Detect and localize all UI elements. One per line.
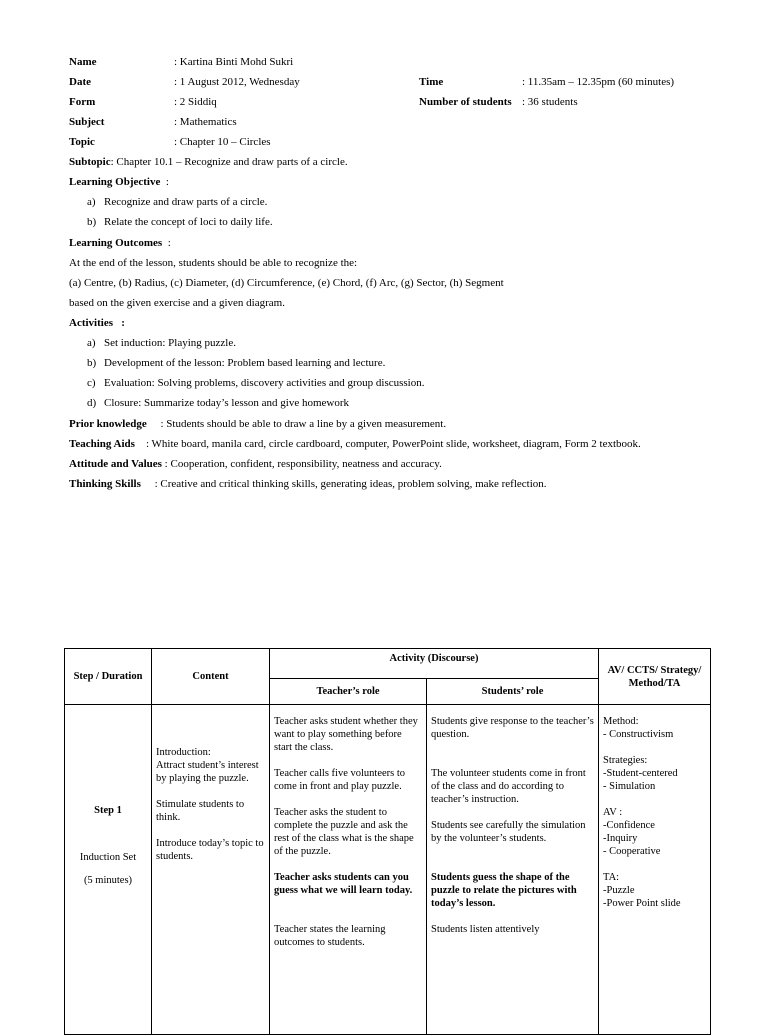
list-marker: c)	[87, 377, 96, 389]
date-value: : 1 August 2012, Wednesday	[174, 76, 300, 88]
teacher-step: Teacher asks student whether they want to play something before start the class.	[274, 716, 418, 753]
teacher-role-cell	[270, 705, 427, 1035]
subtopic-row	[69, 155, 348, 169]
students-role-cell	[427, 705, 599, 1035]
prior-knowledge-label: Prior knowledge	[69, 418, 147, 430]
step-duration: (5 minutes)	[83, 875, 133, 886]
header-students-role: Students’ role	[427, 679, 599, 705]
teaching-aids-row	[69, 437, 641, 451]
thinking-skills-label: Thinking Skills	[69, 478, 141, 490]
subtopic-label: Subtopic	[69, 156, 111, 168]
list-text: Development of the lesson: Problem based learning and lecture.	[104, 357, 386, 369]
header-content: Content	[152, 649, 270, 705]
prior-knowledge-row	[69, 417, 446, 431]
outcomes-label: Learning Outcomes	[69, 237, 163, 249]
av-item: -Student-centered	[603, 768, 678, 779]
topic-label: Topic	[69, 136, 95, 148]
activities-heading	[69, 316, 125, 330]
activities-colon: :	[121, 317, 125, 329]
list-text: Set induction: Playing puzzle.	[104, 337, 236, 349]
topic-value: : Chapter 10 – Circles	[174, 136, 271, 148]
list-marker: a)	[87, 196, 96, 208]
list-marker: d)	[87, 397, 97, 409]
av-av-label: AV :	[603, 807, 623, 818]
header-av-ccts: AV/ CCTS/ Strategy/ Method/TA	[599, 649, 711, 705]
student-step: Students guess the shape of the puzzle to relate the pictures with today’s lesson.	[431, 872, 577, 909]
teaching-aids-label: Teaching Aids	[69, 438, 135, 450]
av-ta-label: TA:	[603, 872, 620, 883]
student-step: Students give response to the teacher’s question.	[431, 716, 594, 740]
content-cell	[152, 705, 270, 1035]
table-row	[65, 705, 711, 1035]
teacher-step: Teacher asks students can you guess what we will learn today.	[274, 872, 413, 896]
time-label: Time	[419, 76, 444, 88]
av-ccts-cell	[599, 705, 711, 1035]
name-value: : Kartina Binti Mohd Sukri	[174, 56, 294, 68]
form-label: Form	[69, 96, 96, 108]
objective-colon: :	[165, 176, 169, 188]
objective-heading	[69, 175, 169, 189]
content-line: Introduction:	[156, 747, 211, 758]
student-step: Students see carefully the simulation by the volunteer’s students.	[431, 820, 586, 844]
attitude-values-label: Attitude and Values	[69, 458, 162, 470]
av-item: -Puzzle	[603, 885, 635, 896]
form-value: : 2 Siddiq	[174, 96, 217, 108]
name-label: Name	[69, 56, 97, 68]
time-value: : 11.35am – 12.35pm (60 minutes)	[522, 76, 675, 88]
list-marker: b)	[87, 357, 97, 369]
av-item: -Inquiry	[603, 833, 638, 844]
av-method-label: Method:	[603, 716, 639, 727]
av-strategies-label: Strategies:	[603, 755, 648, 766]
student-step: Students listen attentively	[431, 924, 540, 935]
thinking-skills-value: : Creative and critical thinking skills, generating ideas, problem solving, make reflection.	[154, 478, 547, 490]
subject-label: Subject	[69, 116, 105, 128]
outcomes-colon: :	[167, 237, 171, 249]
attitude-values-row	[69, 457, 442, 471]
list-marker: b)	[87, 216, 97, 228]
thinking-skills-row	[69, 477, 547, 491]
teacher-step: Teacher states the learning outcomes to students.	[274, 924, 386, 948]
student-step: The volunteer students come in front of the class and do according to teacher’s instruction.	[431, 768, 586, 805]
list-text: Recognize and draw parts of a circle.	[104, 196, 268, 208]
prior-knowledge-value: : Students should be able to draw a line by a given measurement.	[160, 418, 447, 430]
step-title: Step 1	[94, 804, 122, 816]
students-count-label: Number of students	[419, 96, 512, 108]
av-item: -Confidence	[603, 820, 655, 831]
subject-value: : Mathematics	[174, 116, 237, 128]
teacher-step: Teacher calls five volunteers to come in front and play puzzle.	[274, 768, 406, 792]
header-step-duration: Step / Duration	[65, 649, 152, 705]
list-text: Evaluation: Solving problems, discovery activities and group discussion.	[104, 377, 425, 389]
date-label: Date	[69, 76, 91, 88]
content-line: Stimulate students to think.	[156, 799, 245, 823]
av-item: - Simulation	[603, 781, 656, 792]
activities-label: Activities	[69, 317, 113, 329]
outcomes-line: At the end of the lesson, students should be able to recognize the:	[69, 257, 358, 269]
lesson-activity-table	[64, 648, 711, 1035]
content-line: Introduce today’s topic to students.	[156, 838, 264, 862]
outcomes-line: (a) Centre, (b) Radius, (c) Diameter, (d) Circumference, (e) Chord, (f) Arc, (g) Sector, (h) Segment	[69, 277, 504, 289]
students-count-value: : 36 students	[522, 96, 578, 108]
av-item: - Constructivism	[603, 729, 674, 740]
teacher-step: Teacher asks the student to complete the puzzle and ask the rest of the class what is the shape of the puzzle.	[274, 807, 414, 857]
step-cell	[65, 705, 152, 1035]
header-activity: Activity (Discourse)	[270, 649, 599, 679]
outcomes-heading	[69, 236, 171, 250]
objective-label: Learning Objective	[69, 176, 161, 188]
av-item: -Power Point slide	[603, 898, 681, 909]
teaching-aids-value: : White board, manila card, circle cardboard, computer, PowerPoint slide, worksheet, diagram, Form 2 textbook.	[145, 438, 641, 450]
step-name: Induction Set	[79, 851, 137, 863]
av-item: - Cooperative	[603, 846, 661, 857]
list-text: Closure: Summarize today’s lesson and give homework	[104, 397, 350, 409]
list-marker: a)	[87, 337, 96, 349]
header-teachers-role: Teacher’s role	[270, 679, 427, 705]
content-line: Attract student’s interest by playing the puzzle.	[156, 760, 259, 784]
subtopic-value: : Chapter 10.1 – Recognize and draw parts of a circle.	[110, 156, 348, 168]
outcomes-line: based on the given exercise and a given diagram.	[69, 297, 285, 309]
attitude-values-value: : Cooperation, confident, responsibility, neatness and accuracy.	[164, 458, 442, 470]
list-text: Relate the concept of loci to daily life.	[104, 216, 273, 228]
